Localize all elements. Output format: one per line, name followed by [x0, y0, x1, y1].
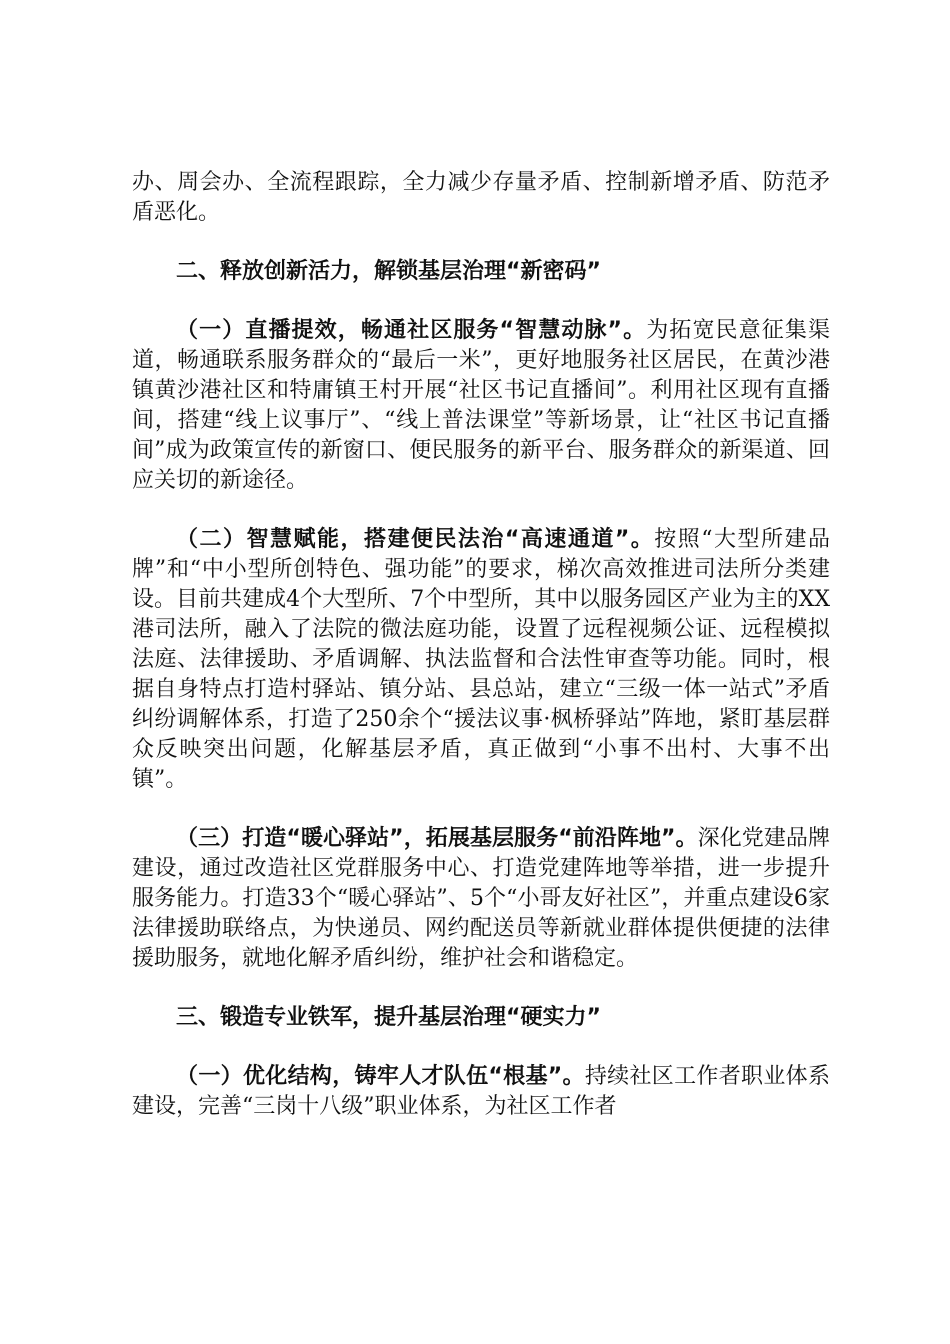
subsection-paragraph-3-1 — [132, 1062, 830, 1122]
subsection-title: （一）直播提效，畅通社区服务“智慧动脉”。 — [176, 318, 647, 343]
subsection-body: 为拓宽民意征集渠道，畅通联系服务群众的“最后一米”，更好地服务社区居民，在黄沙港镇黄沙港社区和特庸镇王村开展“社区书记直播间”。利用社区现有直播间，搭建“线上议事厅”、“线上普法课堂”等新场景，让“社区书记直播间”成为政策宣传的新窗口、便民服务的新平台、服务群众的新渠道、回应关切的新途径。 — [132, 318, 830, 493]
subsection-title: （三）打造“暖心驿站”，拓展基层服务“前沿阵地”。 — [176, 826, 698, 851]
section-heading-2: 二、释放创新活力，解锁基层治理“新密码” — [176, 259, 601, 284]
body-paragraph-continuation: 办、周会办、全流程跟踪，全力减少存量矛盾、控制新增矛盾、防范矛盾恶化。 — [132, 170, 830, 225]
subsection-paragraph-2-3 — [132, 824, 830, 974]
subsection-title: （二）智慧赋能，搭建便民法治“高速通道”。 — [176, 527, 655, 552]
subsection-paragraph-2-2 — [132, 525, 830, 795]
subsection-body: 深化党建品牌建设，通过改造社区党群服务中心、打造党建阵地等举措，进一步提升服务能力。打造33个“暖心驿站”、5个“小哥友好社区”，并重点建设6家法律援助联络点，为快递员、网约配送员等新就业群体提供便捷的法律援助服务，就地化解矛盾纠纷，维护社会和谐稳定。 — [132, 826, 830, 971]
subsection-body: 按照“大型所建品牌”和“中小型所创特色、强功能”的要求，梯次高效推进司法所分类建设。目前共建成4个大型所、7个中型所，其中以服务园区产业为主的XX港司法所，融入了法院的微法庭功能，设置了远程视频公证、远程模拟法庭、法律援助、矛盾调解、执法监督和合法性审查等功能。同时，根据自身特点打造村驿站、镇分站、县总站，建立“三级一体一站式”矛盾纠纷调解体系，打造了250余个“援法议事·枫桥驿站”阵地，紧盯基层群众反映突出问题，化解基层矛盾，真正做到“小事不出村、大事不出镇”。 — [132, 527, 831, 792]
section-heading-3: 三、锻造专业铁军，提升基层治理“硬实力” — [176, 1005, 601, 1030]
subsection-title: （一）优化结构，铸牢人才队伍“根基”。 — [176, 1064, 585, 1089]
subsection-paragraph-2-1 — [132, 316, 830, 496]
subsection-body: 持续社区工作者职业体系建设，完善“三岗十八级”职业体系，为社区工作者 — [132, 1064, 830, 1119]
document-page — [132, 168, 830, 1122]
